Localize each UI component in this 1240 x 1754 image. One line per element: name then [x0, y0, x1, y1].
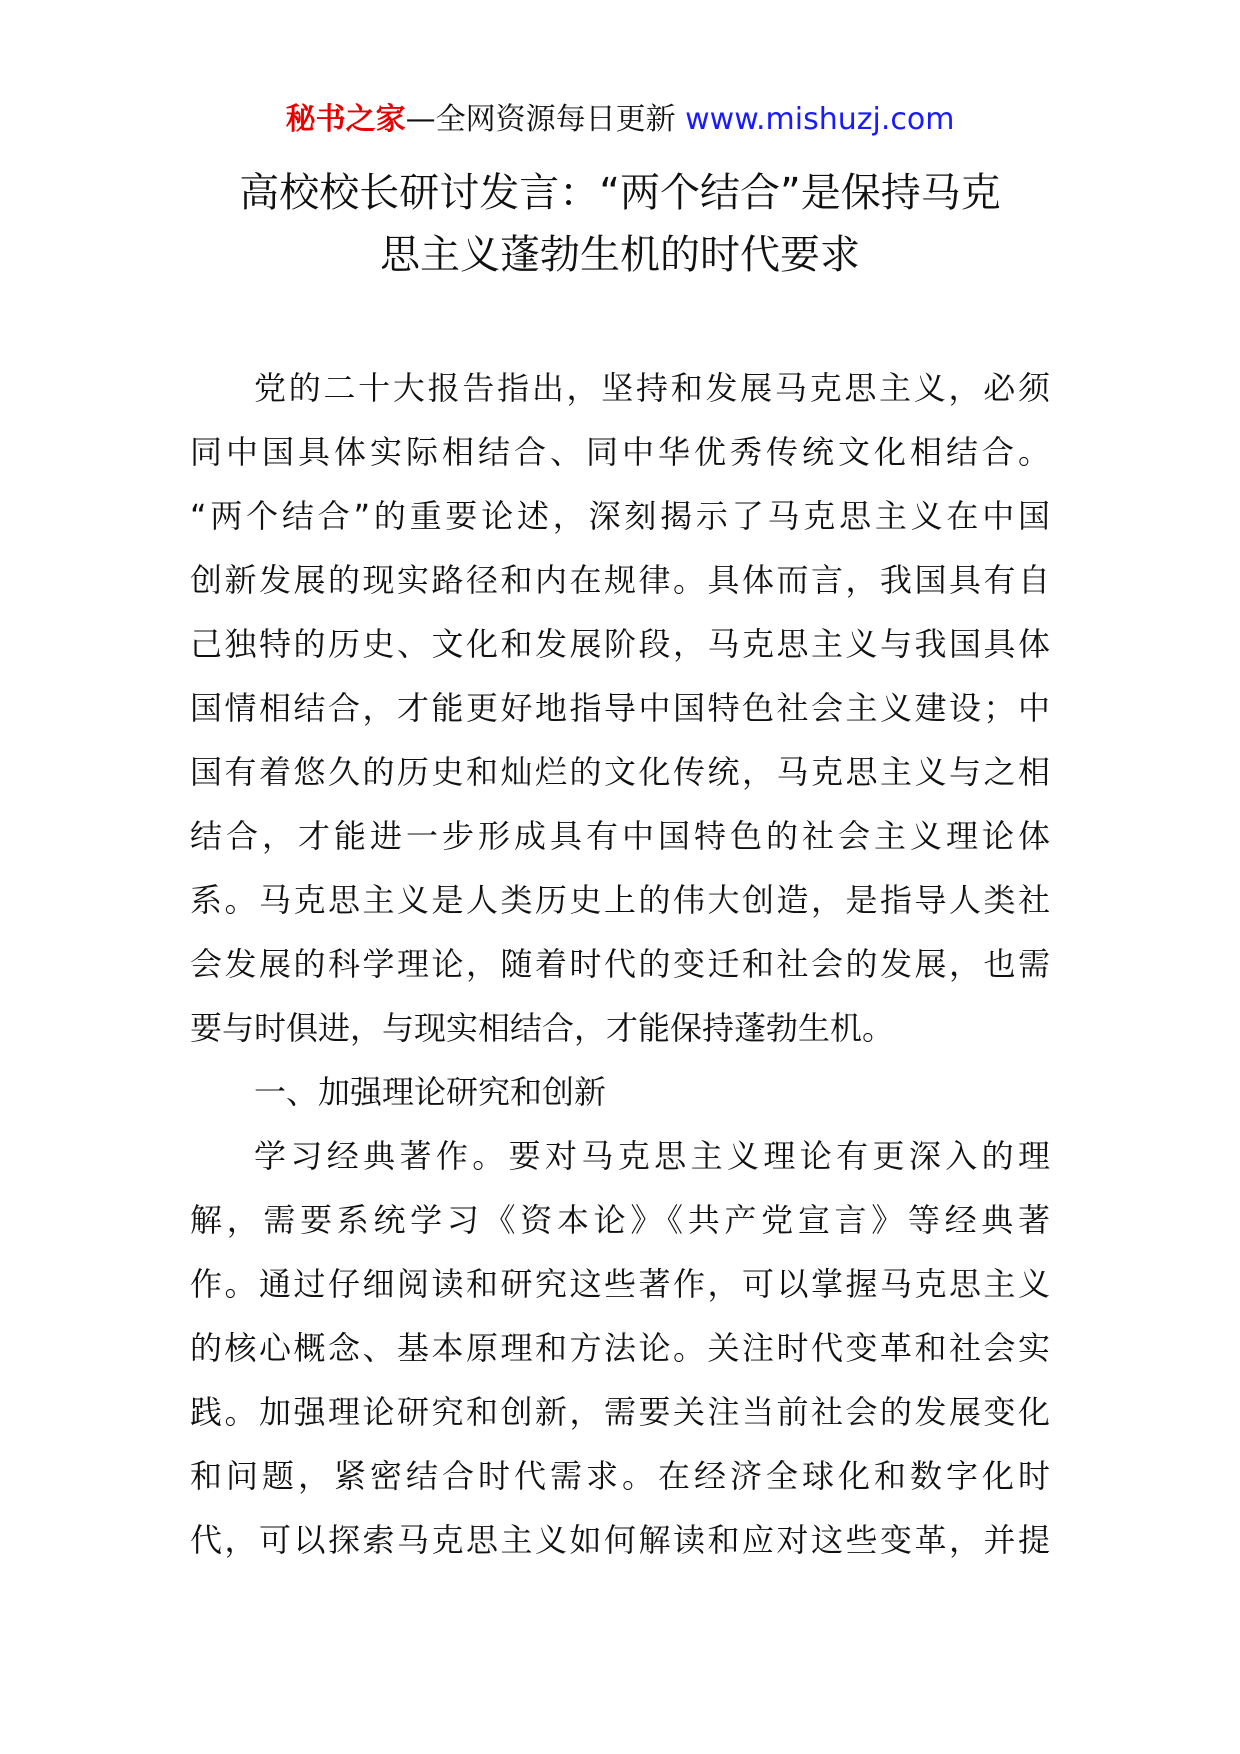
- paragraph-line: 代，可以探索马克思主义如何解读和应对这些变革，并提: [190, 1521, 1050, 1559]
- section-heading: 一、加强理论研究和创新: [254, 1073, 607, 1111]
- paragraph-line: “两个结合”的重要论述，深刻揭示了马克思主义在中国: [190, 497, 1050, 535]
- paragraph-line: 学习经典著作。要对马克思主义理论有更深入的理: [254, 1137, 1050, 1175]
- title-line: 思主义蓬勃生机的时代要求: [380, 232, 860, 278]
- title-line: 高校校长研讨发言：“两个结合”是保持马克: [239, 170, 1001, 216]
- brand-name: 秘书之家: [285, 102, 406, 137]
- paragraph-line: 结合，才能进一步形成具有中国特色的社会主义理论体: [190, 817, 1050, 855]
- paragraph-line: 作。通过仔细阅读和研究这些著作，可以掌握马克思主义: [190, 1265, 1050, 1303]
- paragraph-line: 国有着悠久的历史和灿烂的文化传统，马克思主义与之相: [190, 753, 1050, 791]
- site-header: [0, 100, 1240, 140]
- paragraph-line: 党的二十大报告指出，坚持和发展马克思主义，必须: [254, 369, 1050, 407]
- document-body: [190, 356, 1050, 1572]
- paragraph-line: 的核心概念、基本原理和方法论。关注时代变革和社会实: [190, 1329, 1050, 1367]
- paragraph-line: 会发展的科学理论，随着时代的变迁和社会的发展，也需: [190, 945, 1050, 983]
- header-tagline: —全网资源每日更新: [405, 102, 676, 137]
- paragraph-line: 国情相结合，才能更好地指导中国特色社会主义建设；中: [190, 689, 1050, 727]
- paragraph-line: 己独特的历史、文化和发展阶段，马克思主义与我国具体: [190, 625, 1050, 663]
- paragraph-line: 践。加强理论研究和创新，需要关注当前社会的发展变化: [190, 1393, 1050, 1431]
- document-title: [190, 162, 1050, 286]
- paragraph-line: 要与时俱进，与现实相结合，才能保持蓬勃生机。: [190, 1009, 895, 1047]
- paragraph-line: 和问题，紧密结合时代需求。在经济全球化和数字化时: [190, 1457, 1050, 1495]
- paragraph-line: 解，需要系统学习《资本论》《共产党宣言》等经典著: [190, 1201, 1050, 1239]
- site-url[interactable]: www.mishuzj.com: [685, 102, 955, 137]
- paragraph-line: 创新发展的现实路径和内在规律。具体而言，我国具有自: [190, 561, 1050, 599]
- paragraph-line: 同中国具体实际相结合、同中华优秀传统文化相结合。: [190, 433, 1050, 471]
- paragraph-line: 系。马克思主义是人类历史上的伟大创造，是指导人类社: [190, 881, 1050, 919]
